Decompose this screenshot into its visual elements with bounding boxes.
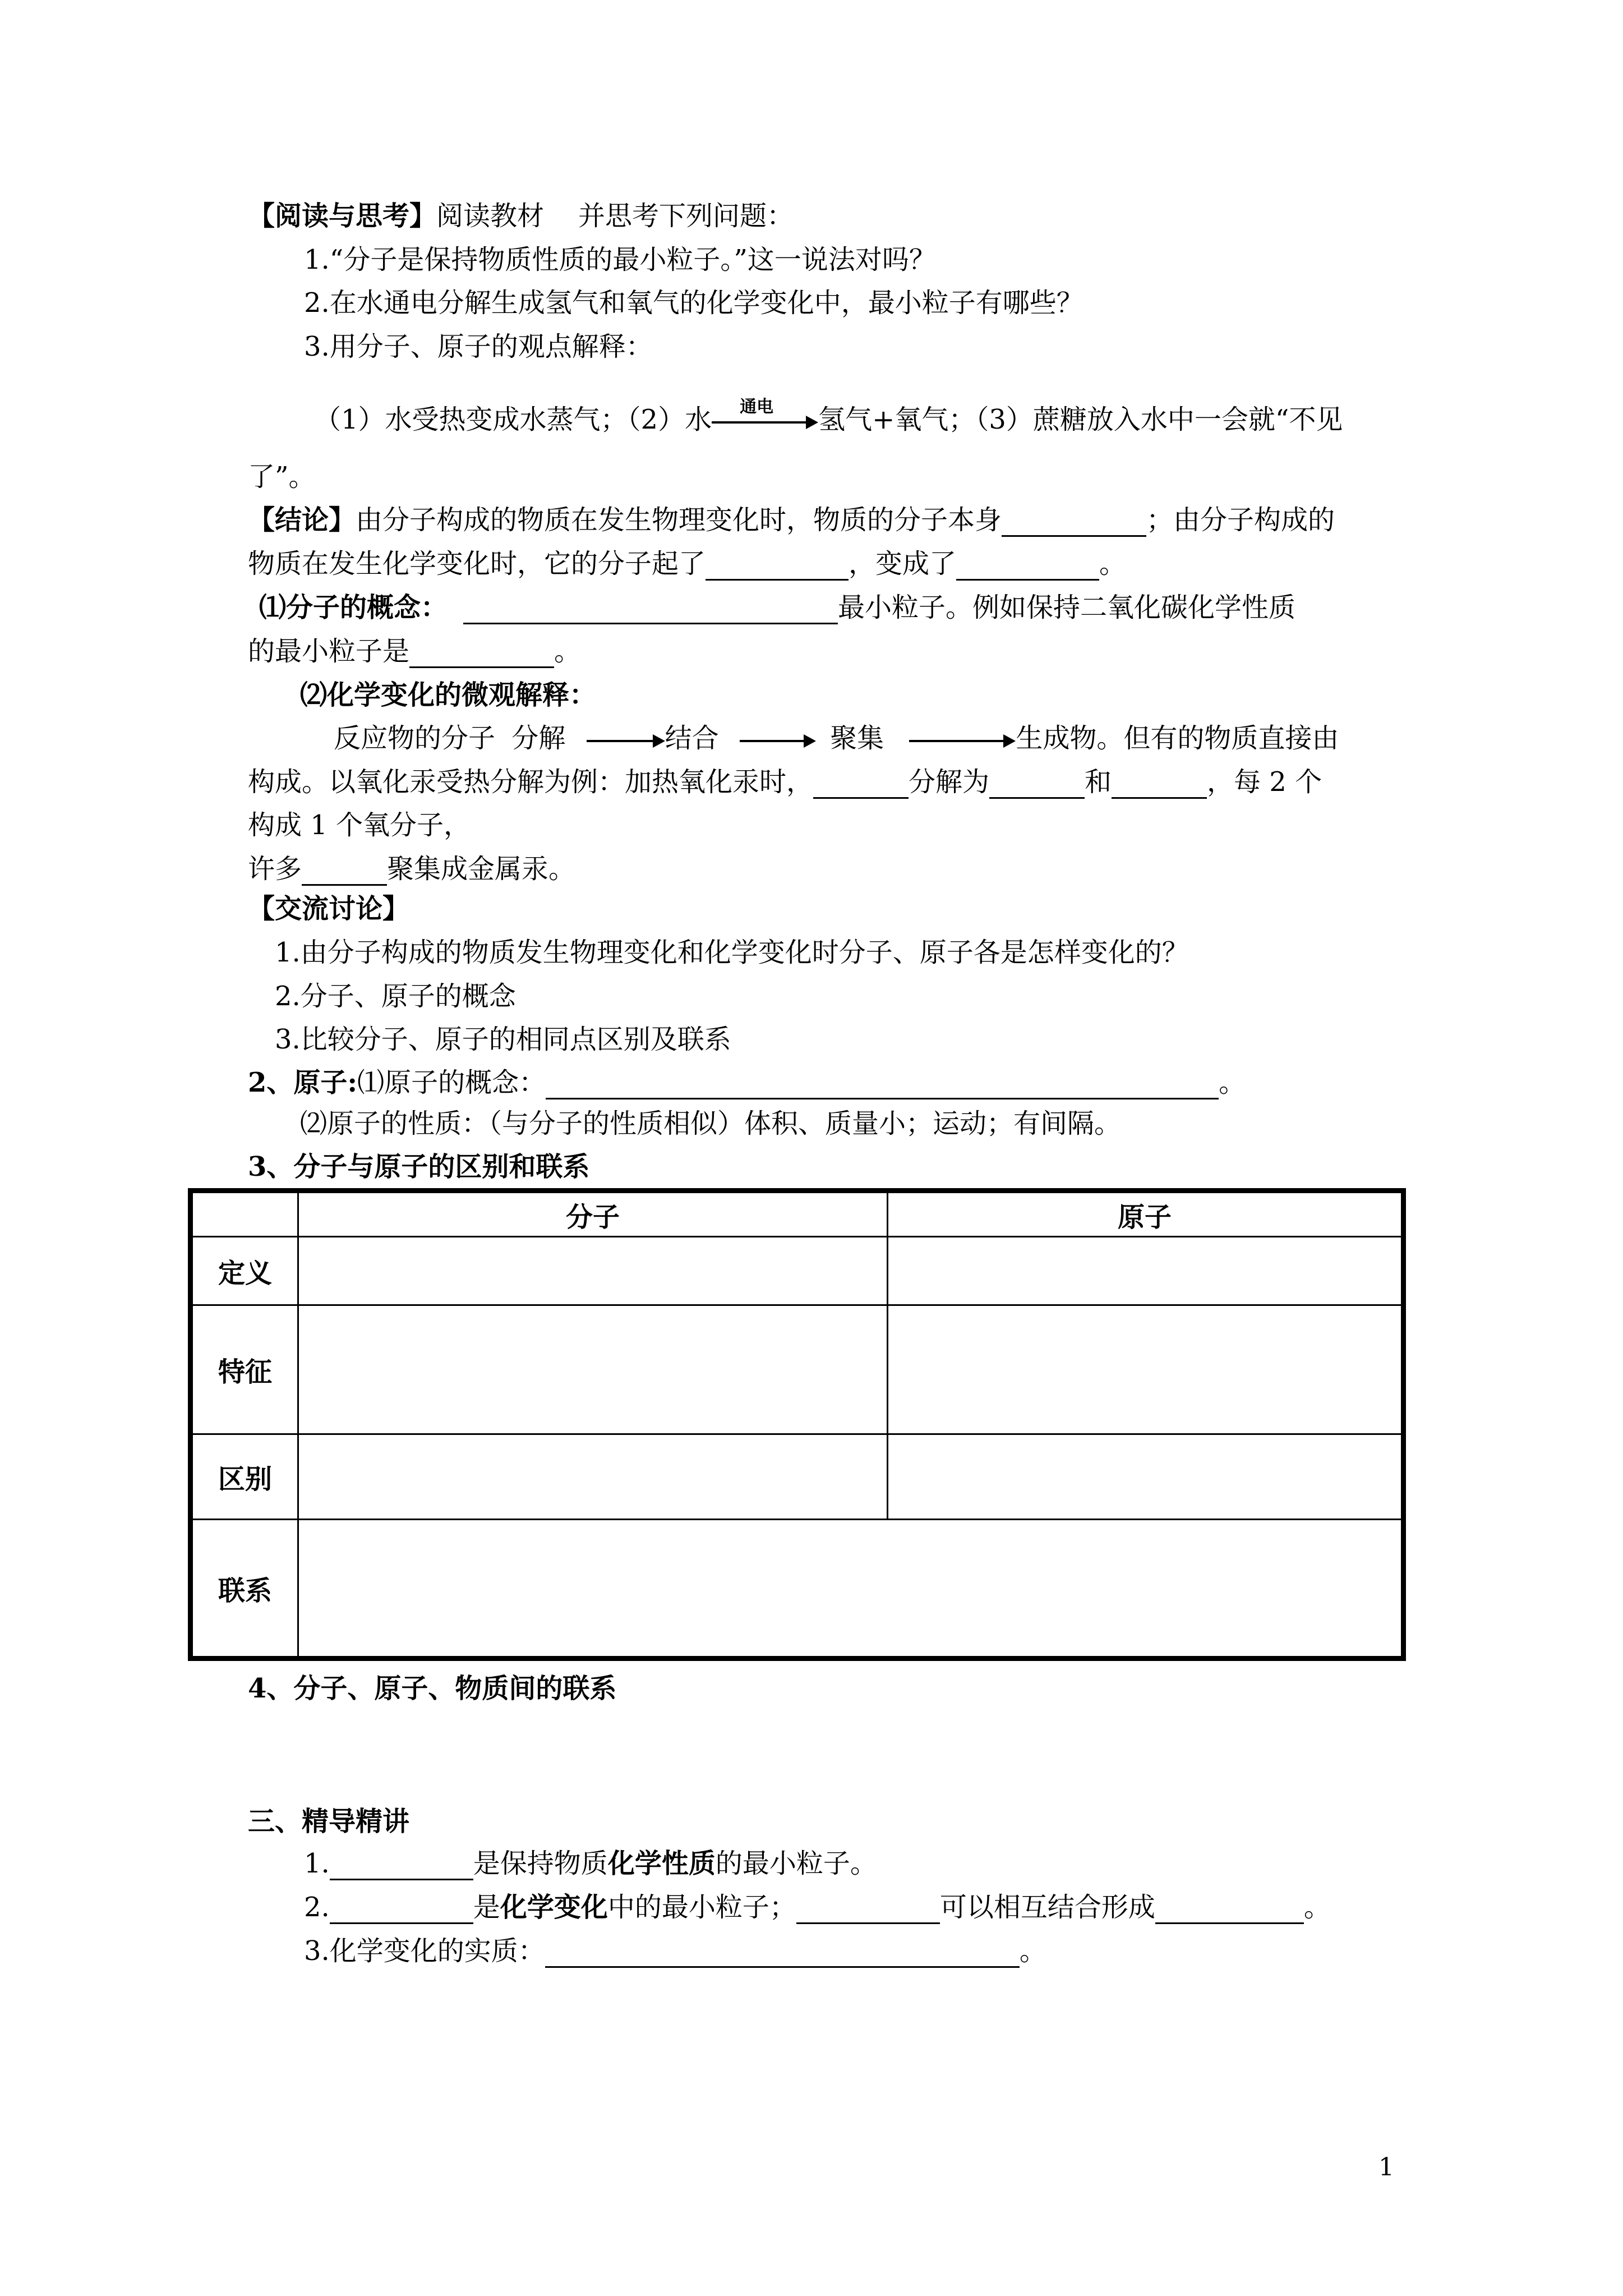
mercury-oxide-line: [248, 765, 1322, 799]
row-header-features: 特征: [191, 1305, 298, 1434]
molecule-concept-line: [259, 591, 1295, 624]
answer-blank[interactable]: [1155, 1894, 1304, 1924]
flow-combine: 结合: [665, 723, 719, 754]
answer-blank[interactable]: [546, 1070, 1219, 1099]
molecule-concept-end: 。: [554, 636, 582, 667]
answer-blank[interactable]: [302, 856, 387, 886]
flow-reactant: 反应物的分子: [334, 723, 496, 754]
table-cell[interactable]: [298, 1305, 888, 1434]
conclusion-heading: 【结论】: [248, 504, 356, 536]
point-2-end: 。: [1303, 1892, 1331, 1923]
reading-q2: 2.在水通电分解生成氢气和氧气的化学变化中，最小粒子有哪些？: [304, 287, 1083, 319]
hg-text-c: 和: [1085, 766, 1112, 798]
reading-heading: 【阅读与思考】: [248, 200, 437, 232]
table-row: [191, 1434, 1404, 1520]
page-number: 1: [1378, 2153, 1394, 2182]
flow-product: 生成物。但有的物质直接由: [1016, 723, 1339, 754]
table-row: [191, 1237, 1404, 1305]
table-cell[interactable]: [888, 1434, 1404, 1520]
answer-blank[interactable]: [813, 769, 909, 799]
reading-q3: 3.用分子、原子的观点解释：: [304, 331, 653, 362]
molecule-concept-line-2: [248, 634, 581, 668]
discussion-item: 3.比较分子、原子的相同点区别及联系: [275, 1024, 731, 1055]
atom-property: ⑵原子的性质：（与分子的性质相似）体积、质量小；运动；有间隔。: [300, 1108, 1122, 1139]
answer-blank[interactable]: [330, 1851, 473, 1880]
point-2-text-a: 是: [473, 1892, 500, 1923]
reading-q3-line-c: 了”。: [248, 461, 316, 493]
comparison-heading: 3、分子与原子的区别和联系: [248, 1151, 590, 1182]
section3-point-1: [304, 1847, 877, 1880]
point-2-number: 2.: [304, 1892, 330, 1923]
discussion-item: 1.由分子构成的物质发生物理变化和化学变化时分子、原子各是怎样变化的？: [275, 937, 1189, 968]
atom-concept-line: [248, 1066, 1246, 1099]
molecule-concept-text: 最小粒子。例如保持二氧化碳化学性质: [838, 592, 1296, 623]
answer-blank[interactable]: [956, 551, 1099, 581]
corner-cell: [191, 1191, 298, 1237]
section3-point-3: [304, 1934, 1046, 1968]
hg-text-g: 聚集成金属汞。: [387, 853, 576, 885]
table-row: [191, 1520, 1404, 1659]
q3-part-b: 氢气+氧气；（3）蔗糖放入水中一会就“不见: [818, 404, 1343, 435]
point-3-text: 3.化学变化的实质：: [304, 1935, 545, 1967]
micro-explanation-label: ⑵化学变化的微观解释：: [300, 679, 597, 711]
hg-text-d: ，每 2 个: [1207, 766, 1322, 798]
conclusion-line-1: [248, 503, 1335, 537]
conclusion-text-2a: 物质在发生化学变化时，它的分子起了: [248, 548, 706, 579]
conclusion-text-1a: 由分子构成的物质在发生物理变化时，物质的分子本身: [356, 504, 1002, 536]
row-header-relation: 联系: [191, 1520, 298, 1659]
table-cell[interactable]: [888, 1305, 1404, 1434]
table-cell[interactable]: [298, 1520, 1404, 1659]
point-1-text-c: 的最小粒子。: [715, 1848, 877, 1879]
condition-label: 通电: [740, 397, 774, 417]
discussion-heading: 【交流讨论】: [248, 893, 410, 924]
row-header-difference: 区别: [191, 1434, 298, 1520]
conclusion-text-2c: 。: [1099, 548, 1127, 579]
answer-blank[interactable]: [989, 769, 1085, 799]
molecule-concept-label: ⑴分子的概念：: [259, 592, 448, 623]
table-row: [191, 1305, 1404, 1434]
point-1-emphasis: 化学性质: [607, 1848, 716, 1879]
reading-q3-line-a: [314, 397, 1343, 436]
mercury-oxide-line-3: [248, 852, 575, 886]
conclusion-text-2b: ，变成了: [849, 548, 957, 579]
answer-blank[interactable]: [1112, 769, 1207, 799]
flow-arrow-icon: [740, 729, 816, 752]
atom-label: 2、原子:: [248, 1067, 358, 1098]
hg-text-a: 构成。以氧化汞受热分解为例：加热氧化汞时，: [248, 766, 814, 798]
atom-concept-end: 。: [1219, 1067, 1246, 1098]
point-3-end: 。: [1019, 1935, 1046, 1967]
reading-heading-line: [248, 199, 794, 233]
discussion-item: 2.分子、原子的概念: [275, 981, 516, 1012]
conclusion-text-1b: ；由分子构成的: [1146, 504, 1335, 536]
table-cell[interactable]: [888, 1237, 1404, 1305]
answer-blank[interactable]: [463, 595, 838, 624]
point-2-text-d: 可以相互结合形成: [939, 1892, 1155, 1923]
flow-decompose: 分解: [511, 723, 566, 754]
section3-point-2: [304, 1890, 1331, 1924]
table-cell[interactable]: [298, 1434, 888, 1520]
table-header-row: [191, 1191, 1404, 1237]
row-header-definition: 定义: [191, 1237, 298, 1305]
answer-blank[interactable]: [545, 1938, 1020, 1968]
point-1-number: 1.: [304, 1848, 330, 1879]
section3-heading: 三、精导精讲: [248, 1806, 410, 1837]
table-cell[interactable]: [298, 1237, 888, 1305]
atom-concept-label: ⑴原子的概念：: [357, 1067, 546, 1098]
reading-q1: 1.“分子是保持物质性质的最小粒子。”这一说法对吗？: [304, 244, 936, 275]
micro-flow-line: [334, 721, 1339, 755]
answer-blank[interactable]: [706, 551, 849, 581]
hg-text-f: 许多: [248, 853, 302, 885]
answer-blank[interactable]: [409, 638, 554, 668]
answer-blank[interactable]: [796, 1894, 940, 1924]
conclusion-line-2: [248, 547, 1126, 581]
point-2-text-c: 中的最小粒子；: [607, 1892, 796, 1923]
point-2-emphasis: 化学变化: [500, 1892, 608, 1923]
reaction-arrow-icon: [712, 397, 818, 433]
q3-part-a: （1）水受热变成水蒸气；（2）水: [314, 404, 712, 435]
comparison-table: [188, 1188, 1406, 1661]
hg-text-b: 分解为: [909, 766, 990, 798]
answer-blank[interactable]: [330, 1894, 473, 1924]
mercury-oxide-line-2: 构成 1 个氧分子，: [248, 809, 471, 841]
answer-blank[interactable]: [1002, 507, 1146, 537]
flow-arrow-icon: [909, 729, 1016, 752]
point-1-text-a: 是保持物质: [473, 1848, 608, 1879]
molecule-concept-text-2: 的最小粒子是: [248, 636, 410, 667]
flow-arrow-icon: [587, 729, 665, 752]
section4-heading: 4、分子、原子、物质间的联系: [248, 1673, 617, 1704]
column-header-atom: 原子: [888, 1191, 1404, 1237]
reading-intro: 阅读教材 并思考下列问题：: [436, 200, 794, 232]
column-header-molecule: 分子: [298, 1191, 888, 1237]
flow-aggregate: 聚集: [830, 723, 884, 754]
